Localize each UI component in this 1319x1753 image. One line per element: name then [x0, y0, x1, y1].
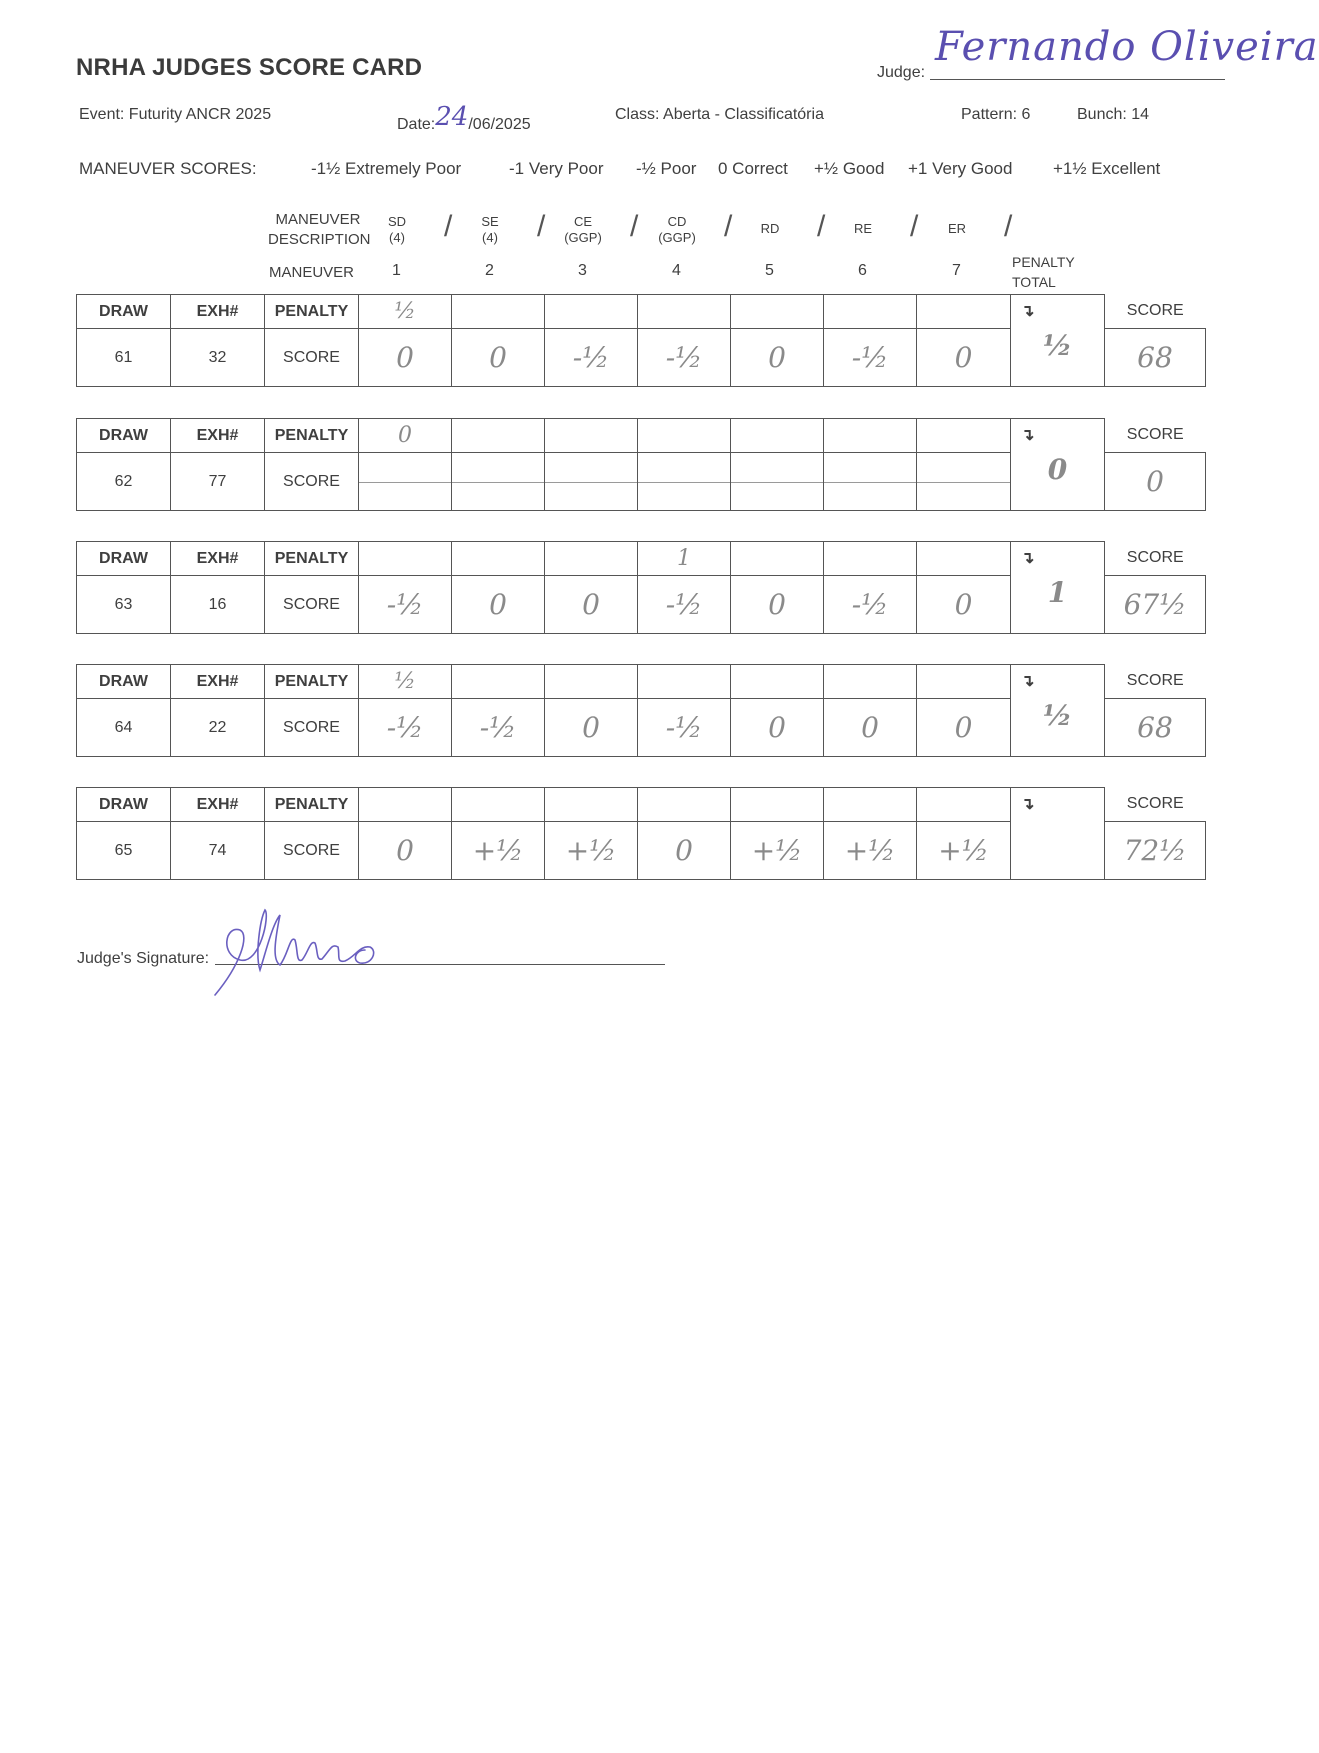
score-table — [76, 294, 1206, 387]
score-table — [76, 418, 1206, 511]
maneuver-number-label: MANEUVER — [269, 264, 355, 281]
maneuver-code: RD — [760, 221, 780, 236]
score-row-label: SCORE — [265, 822, 359, 880]
maneuver-number-2: 2 — [485, 262, 494, 279]
maneuver-score-cell-2[interactable] — [452, 699, 545, 757]
maneuver-score-value: -½ — [386, 588, 424, 621]
penalty-cell-2[interactable] — [452, 788, 545, 822]
draw-number: 61 — [77, 329, 171, 387]
penalty-cell-2[interactable] — [452, 542, 545, 576]
exhibitor-number: 22 — [171, 699, 265, 757]
penalty-label: PENALTY — [265, 665, 359, 699]
maneuver-score-cell-3[interactable] — [545, 822, 638, 880]
total-score-value: 67½ — [1123, 588, 1187, 621]
penalty-total-cell[interactable] — [1011, 788, 1105, 880]
exh-label: EXH# — [171, 788, 265, 822]
maneuver-code-sub: (4) — [389, 230, 405, 245]
penalty-cell-1[interactable] — [359, 665, 452, 699]
event-info: Event: Futurity ANCR 2025 — [79, 106, 272, 123]
pattern-info: Pattern: 6 — [961, 106, 1031, 123]
score-card-entry — [76, 294, 1206, 388]
penalty-label: PENALTY — [265, 542, 359, 576]
column-divider-slash: / — [724, 210, 733, 243]
maneuver-score-cell-5[interactable] — [731, 699, 824, 757]
maneuver-score-cell-2[interactable] — [452, 576, 545, 634]
score-card-entry — [76, 664, 1206, 758]
maneuver-score-value: 0 — [861, 711, 879, 744]
desc-label-2: DESCRIPTION — [268, 231, 371, 248]
maneuver-score-cell-4[interactable] — [638, 699, 731, 757]
penalty-label: PENALTY — [265, 419, 359, 453]
score-total-label: SCORE — [1105, 542, 1206, 576]
total-score-cell[interactable] — [1105, 822, 1206, 880]
total-score-value: 0 — [1146, 465, 1164, 498]
draw-number: 62 — [77, 453, 171, 511]
maneuver-number-7: 7 — [952, 262, 961, 279]
draw-number: 63 — [77, 576, 171, 634]
penalty-value: 1 — [677, 546, 691, 571]
maneuver-score-value: +½ — [472, 834, 524, 867]
maneuver-score-cell-6[interactable] — [824, 822, 917, 880]
maneuver-code-sub: (GGP) — [658, 230, 696, 245]
penalty-value: ½ — [394, 669, 416, 694]
maneuver-score-value: -½ — [665, 711, 703, 744]
scratch-line — [638, 482, 730, 483]
score-row-label: SCORE — [265, 576, 359, 634]
maneuver-score-cell-1[interactable] — [359, 699, 452, 757]
maneuver-header-5 — [745, 221, 795, 237]
maneuver-score-cell-7[interactable] — [917, 822, 1011, 880]
maneuver-score-cell-1[interactable] — [359, 453, 452, 511]
draw-label: DRAW — [77, 665, 171, 699]
penalty-total-label-2: TOTAL — [1012, 274, 1056, 290]
column-divider-slash: / — [537, 210, 546, 243]
maneuver-score-cell-5[interactable] — [731, 822, 824, 880]
judge-line — [930, 79, 1225, 80]
scale-correct: 0 Correct — [718, 159, 788, 178]
total-score-value: 68 — [1137, 711, 1173, 744]
total-score-value: 68 — [1137, 341, 1173, 374]
penalty-cell-4[interactable] — [638, 665, 731, 699]
score-total-label: SCORE — [1105, 665, 1206, 699]
maneuver-score-cell-7[interactable] — [917, 329, 1011, 387]
exh-label: EXH# — [171, 542, 265, 576]
maneuver-header-6 — [838, 221, 888, 237]
maneuver-score-value: +½ — [565, 834, 617, 867]
judge-signature — [210, 895, 410, 1005]
penalty-total-cell[interactable] — [1011, 295, 1105, 387]
penalty-total-cell[interactable] — [1011, 419, 1105, 511]
penalty-cell-1[interactable] — [359, 419, 452, 453]
total-score-cell[interactable] — [1105, 699, 1206, 757]
penalty-total-value: 0 — [1047, 453, 1068, 486]
bunch-info: Bunch: 14 — [1077, 106, 1150, 123]
penalty-cell-1[interactable] — [359, 295, 452, 329]
maneuver-score-value: 0 — [489, 588, 507, 621]
column-divider-slash: / — [817, 210, 826, 243]
score-row-label: SCORE — [265, 699, 359, 757]
maneuver-score-value: -½ — [665, 341, 703, 374]
maneuver-score-value: 0 — [489, 341, 507, 374]
desc-label-1: MANEUVER — [275, 211, 361, 228]
penalty-cell-1[interactable] — [359, 788, 452, 822]
maneuver-score-cell-2[interactable] — [452, 453, 545, 511]
arrow-icon: ↴ — [1021, 796, 1035, 813]
maneuver-number-3: 3 — [578, 262, 587, 279]
penalty-cell-3[interactable] — [545, 419, 638, 453]
penalty-total-label-1: PENALTY — [1012, 254, 1075, 270]
maneuver-score-value: -½ — [479, 711, 517, 744]
maneuver-number-6: 6 — [858, 262, 867, 279]
draw-number: 65 — [77, 822, 171, 880]
penalty-cell-4[interactable] — [638, 419, 731, 453]
maneuver-score-cell-6[interactable] — [824, 453, 917, 511]
score-table — [76, 787, 1206, 880]
maneuver-number-1: 1 — [392, 262, 401, 279]
maneuver-header-2 — [465, 214, 515, 246]
penalty-cell-2[interactable] — [452, 295, 545, 329]
scale-very-good: +1 Very Good — [908, 159, 1013, 178]
column-divider-slash: / — [630, 210, 639, 243]
scale-extremely-poor: -1½ Extremely Poor — [311, 159, 462, 178]
maneuver-score-value: -½ — [851, 588, 889, 621]
penalty-cell-5[interactable] — [731, 665, 824, 699]
maneuver-code: CD — [667, 214, 687, 229]
exhibitor-number: 74 — [171, 822, 265, 880]
penalty-cell-3[interactable] — [545, 542, 638, 576]
scratch-line — [731, 482, 823, 483]
maneuver-score-cell-6[interactable] — [824, 699, 917, 757]
total-score-value: 72½ — [1123, 834, 1187, 867]
score-card-entry — [76, 541, 1206, 635]
score-row-label: SCORE — [265, 453, 359, 511]
scale-very-poor: -1 Very Poor — [509, 159, 604, 178]
maneuver-score-cell-4[interactable] — [638, 822, 731, 880]
draw-label: DRAW — [77, 419, 171, 453]
score-table — [76, 541, 1206, 634]
penalty-total-value: 1 — [1047, 576, 1068, 609]
arrow-icon: ↴ — [1021, 550, 1035, 567]
total-score-cell[interactable] — [1105, 329, 1206, 387]
penalty-value: 0 — [398, 423, 412, 448]
maneuver-score-value: 0 — [582, 588, 600, 621]
maneuver-score-cell-5[interactable] — [731, 329, 824, 387]
maneuver-number-4: 4 — [672, 262, 681, 279]
maneuver-score-cell-5[interactable] — [731, 576, 824, 634]
penalty-cell-7[interactable] — [917, 665, 1011, 699]
penalty-cell-2[interactable] — [452, 419, 545, 453]
draw-number: 64 — [77, 699, 171, 757]
total-score-cell[interactable] — [1105, 453, 1206, 511]
date-label: Date: — [397, 116, 436, 133]
maneuver-code-sub: (GGP) — [564, 230, 602, 245]
maneuver-score-cell-1[interactable] — [359, 576, 452, 634]
maneuver-description-header — [268, 210, 371, 250]
maneuver-header-7 — [932, 221, 982, 237]
scale-good: +½ Good — [814, 159, 885, 178]
class-info: Class: Aberta - Classificatória — [615, 106, 824, 123]
scratch-line — [917, 482, 1010, 483]
date-rest: /06/2025 — [468, 116, 531, 133]
penalty-cell-3[interactable] — [545, 295, 638, 329]
maneuver-scores-label: MANEUVER SCORES: — [79, 159, 257, 178]
arrow-icon: ↴ — [1021, 673, 1035, 690]
scale-poor: -½ Poor — [636, 159, 697, 178]
scratch-line — [359, 482, 451, 483]
maneuver-header-3 — [558, 214, 608, 246]
score-card-entry — [76, 418, 1206, 512]
maneuver-score-value: -½ — [665, 588, 703, 621]
maneuver-header-1 — [372, 214, 422, 246]
penalty-cell-1[interactable] — [359, 542, 452, 576]
exh-label: EXH# — [171, 665, 265, 699]
maneuver-score-value: 0 — [396, 341, 414, 374]
penalty-total-value: ½ — [1042, 699, 1073, 732]
score-total-label: SCORE — [1105, 295, 1206, 329]
maneuver-score-value: 0 — [768, 341, 786, 374]
maneuver-score-cell-5[interactable] — [731, 453, 824, 511]
maneuver-score-cell-1[interactable] — [359, 329, 452, 387]
maneuver-header-4 — [652, 214, 702, 246]
penalty-total-value: ½ — [1042, 329, 1073, 362]
maneuver-score-value: +½ — [751, 834, 803, 867]
maneuver-score-cell-3[interactable] — [545, 453, 638, 511]
maneuver-score-cell-4[interactable] — [638, 329, 731, 387]
penalty-cell-5[interactable] — [731, 788, 824, 822]
scale-excellent: +1½ Excellent — [1053, 159, 1161, 178]
penalty-total-header — [1012, 252, 1075, 292]
penalty-cell-7[interactable] — [917, 542, 1011, 576]
penalty-cell-7[interactable] — [917, 788, 1011, 822]
maneuver-score-value: +½ — [844, 834, 896, 867]
maneuver-score-cell-6[interactable] — [824, 329, 917, 387]
maneuver-score-value: -½ — [386, 711, 424, 744]
column-divider-slash: / — [910, 210, 919, 243]
maneuver-score-value: 0 — [768, 711, 786, 744]
penalty-cell-3[interactable] — [545, 665, 638, 699]
score-row-label: SCORE — [265, 329, 359, 387]
penalty-cell-6[interactable] — [824, 542, 917, 576]
maneuver-score-value: -½ — [572, 341, 610, 374]
date-day: 24 — [435, 102, 469, 132]
scratch-line — [545, 482, 637, 483]
maneuver-score-cell-7[interactable] — [917, 453, 1011, 511]
penalty-cell-6[interactable] — [824, 419, 917, 453]
maneuver-score-cell-1[interactable] — [359, 822, 452, 880]
scratch-line — [824, 482, 916, 483]
maneuver-score-cell-3[interactable] — [545, 576, 638, 634]
penalty-cell-4[interactable] — [638, 788, 731, 822]
penalty-cell-7[interactable] — [917, 419, 1011, 453]
maneuver-score-value: 0 — [582, 711, 600, 744]
penalty-label: PENALTY — [265, 788, 359, 822]
maneuver-score-value: -½ — [851, 341, 889, 374]
penalty-label: PENALTY — [265, 295, 359, 329]
maneuver-score-value: 0 — [954, 711, 973, 744]
exhibitor-number: 16 — [171, 576, 265, 634]
maneuver-code: ER — [947, 221, 967, 236]
arrow-icon: ↴ — [1021, 427, 1035, 444]
draw-label: DRAW — [77, 788, 171, 822]
penalty-total-cell[interactable] — [1011, 542, 1105, 634]
maneuver-score-cell-2[interactable] — [452, 329, 545, 387]
penalty-cell-5[interactable] — [731, 419, 824, 453]
maneuver-score-value: 0 — [768, 588, 786, 621]
column-divider-slash: / — [444, 210, 453, 243]
column-divider-slash: / — [1004, 210, 1013, 243]
maneuver-score-value: 0 — [954, 588, 973, 621]
draw-label: DRAW — [77, 295, 171, 329]
penalty-cell-6[interactable] — [824, 788, 917, 822]
exh-label: EXH# — [171, 419, 265, 453]
exh-label: EXH# — [171, 295, 265, 329]
signature-label: Judge's Signature: — [77, 950, 210, 967]
penalty-cell-6[interactable] — [824, 295, 917, 329]
maneuver-score-cell-2[interactable] — [452, 822, 545, 880]
draw-label: DRAW — [77, 542, 171, 576]
maneuver-code-sub: (4) — [482, 230, 498, 245]
judge-label: Judge: — [877, 64, 926, 81]
exhibitor-number: 77 — [171, 453, 265, 511]
score-table — [76, 664, 1206, 757]
score-total-label: SCORE — [1105, 788, 1206, 822]
score-card-entry — [76, 787, 1206, 881]
maneuver-code: RE — [853, 221, 873, 236]
penalty-cell-7[interactable] — [917, 295, 1011, 329]
maneuver-score-cell-7[interactable] — [917, 699, 1011, 757]
page-title: NRHA JUDGES SCORE CARD — [76, 54, 423, 81]
date-info — [397, 102, 531, 136]
penalty-cell-5[interactable] — [731, 295, 824, 329]
scratch-line — [452, 482, 544, 483]
exhibitor-number: 32 — [171, 329, 265, 387]
maneuver-number-5: 5 — [765, 262, 774, 279]
penalty-value: ½ — [394, 299, 416, 324]
penalty-cell-3[interactable] — [545, 788, 638, 822]
maneuver-score-value: 0 — [396, 834, 414, 867]
penalty-total-cell[interactable] — [1011, 665, 1105, 757]
judge-name: Fernando Oliveira — [935, 24, 1319, 70]
arrow-icon: ↴ — [1021, 303, 1035, 320]
maneuver-score-value: +½ — [938, 834, 989, 867]
maneuver-score-cell-3[interactable] — [545, 699, 638, 757]
penalty-cell-5[interactable] — [731, 542, 824, 576]
maneuver-score-cell-4[interactable] — [638, 576, 731, 634]
maneuver-code: CE — [573, 214, 593, 229]
maneuver-score-value: 0 — [675, 834, 693, 867]
maneuver-score-cell-6[interactable] — [824, 576, 917, 634]
maneuver-score-cell-3[interactable] — [545, 329, 638, 387]
maneuver-score-cell-7[interactable] — [917, 576, 1011, 634]
penalty-cell-4[interactable] — [638, 542, 731, 576]
maneuver-code: SD — [387, 214, 407, 229]
total-score-cell[interactable] — [1105, 576, 1206, 634]
penalty-cell-6[interactable] — [824, 665, 917, 699]
maneuver-code: SE — [481, 214, 499, 229]
score-total-label: SCORE — [1105, 419, 1206, 453]
maneuver-score-cell-4[interactable] — [638, 453, 731, 511]
maneuver-score-value: 0 — [954, 341, 973, 374]
penalty-cell-2[interactable] — [452, 665, 545, 699]
penalty-cell-4[interactable] — [638, 295, 731, 329]
